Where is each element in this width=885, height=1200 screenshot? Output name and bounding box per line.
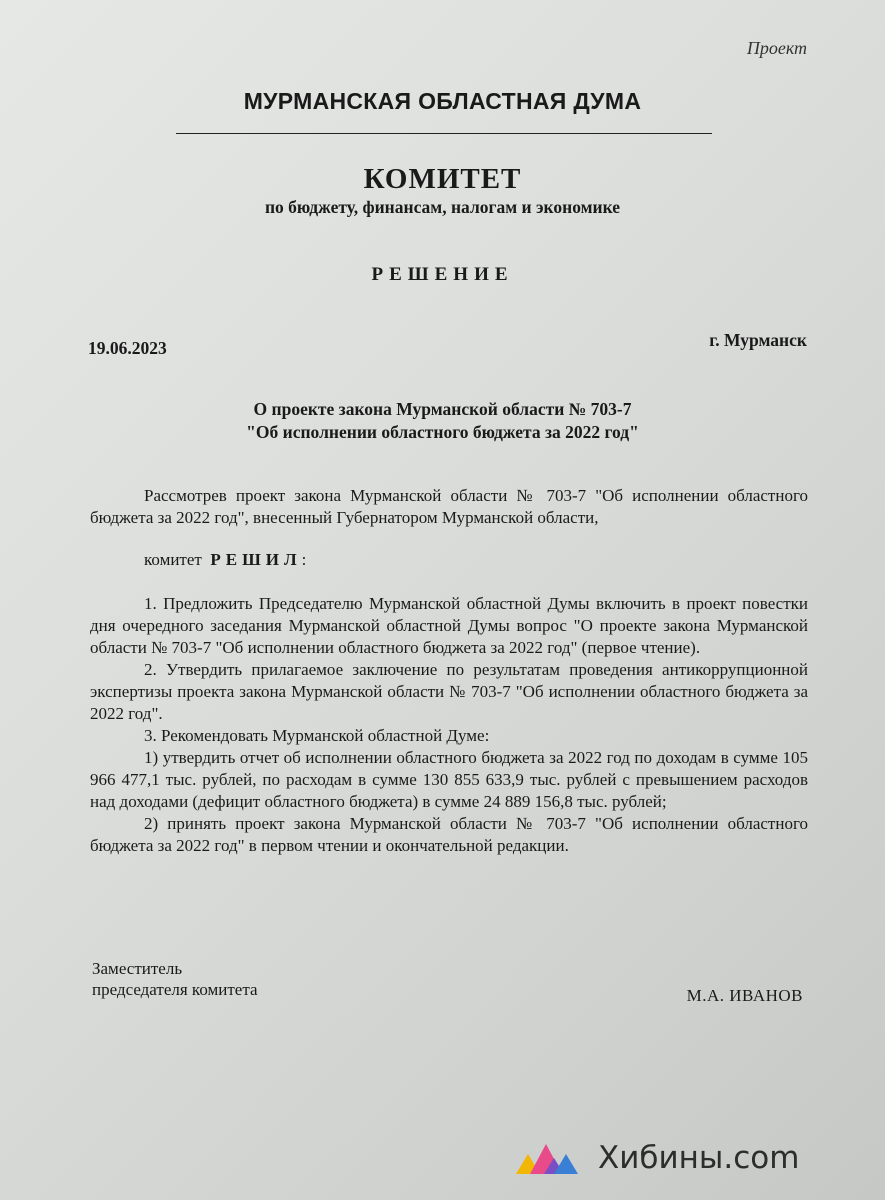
intro-paragraph: Рассмотрев проект закона Мурманской области № 703-7 "Об исполнении областного бюджета за 2022 год", внесенный Губернатором Мурманской области, (90, 486, 808, 527)
decision-city: г. Мурманск (709, 330, 807, 350)
committee-subtitle: по бюджету, финансам, налогам и экономике (264, 197, 621, 217)
subject-line-2: "Об исполнении областного бюджета за 2022 год" (246, 422, 639, 442)
duma-name: МУРМАНСКАЯ ОБЛАСТНАЯ ДУМА (243, 88, 642, 114)
draft-mark: Проект (746, 38, 807, 58)
decision-body (90, 485, 808, 857)
resolved-suffix: : (301, 550, 307, 569)
decision-subject (0, 398, 885, 444)
item-2: 2. Утвердить прилагаемое заключение по результатам проведения антикоррупционной экспертизы проекта закона Мурманской области № 703-7 "Об исполнении областного бюджета за 2022 год". (90, 660, 808, 723)
item-1: 1. Предложить Председателю Мурманской областной Думы включить в проект повестки дня очередного заседания Мурманской областной Думы вопрос "О проекте закона Мурманской области № 703-7 "Об исполнении областного бюджета за 2022 год" (первое чтение). (90, 594, 808, 657)
signatory-name: М.А. ИВАНОВ (686, 986, 803, 1005)
item-3: 3. Рекомендовать Мурманской областной Думе: (144, 726, 490, 745)
resolved-line (90, 549, 808, 571)
watermark-text: Хибины.com (598, 1140, 800, 1176)
item-3-2: 2) принять проект закона Мурманской области № 703-7 "Об исполнении областного бюджета за 2022 год" в первом чтении и окончательной редакции. (90, 814, 808, 855)
item-3-1: 1) утвердить отчет об исполнении областного бюджета за 2022 год по доходам в сумме 105 966 477,1 тыс. рублей, по расходам в сумме 130 855 633,9 тыс. рублей с превышением расходов над доходами (дефицит областного бюджета) в сумме 24 889 156,8 тыс. рублей; (90, 748, 808, 811)
resolved-prefix: комитет (144, 550, 202, 569)
header-divider (176, 133, 712, 134)
decision-date: 19.06.2023 (88, 338, 167, 358)
committee-title: КОМИТЕТ (363, 163, 522, 195)
document-type: РЕШЕНИЕ (371, 264, 514, 285)
khibiny-logo-icon (514, 1140, 578, 1176)
signatory-position-line-2: председателя комитета (92, 980, 258, 999)
watermark (514, 1137, 799, 1179)
subject-line-1: О проекте закона Мурманской области № 703-7 (253, 399, 632, 419)
signatory-position-line-1: Заместитель (92, 959, 183, 978)
signatory-position (92, 958, 258, 1000)
resolved-word: РЕШИЛ (210, 550, 302, 569)
